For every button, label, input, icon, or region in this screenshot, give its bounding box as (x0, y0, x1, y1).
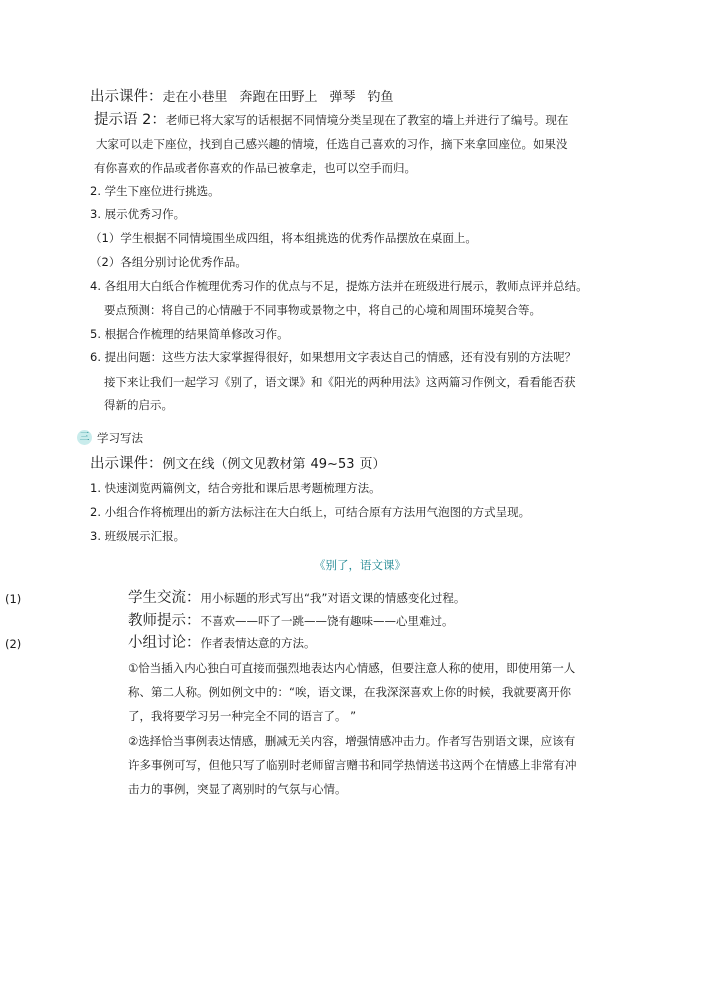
student-exchange-text: 用小标题的形式写出“我”对语文课的情感变化过程。 (200, 591, 466, 605)
item-number: (2) (5, 637, 22, 651)
show-courseware-line (90, 88, 394, 107)
method-text: 称、第二人称。例如例文中的：“唉，语文课，在我深深喜欢上你的时候，我就要离开你 (128, 685, 571, 699)
step-item: 2. 学生下座位进行挑选。 (90, 184, 220, 198)
step-item: （2）各组分别讨论优秀作品。 (90, 255, 247, 269)
teacher-hint-line (128, 612, 454, 630)
step-item: 5. 根据合作梳理的结果简单修改习作。 (90, 327, 289, 341)
hint-text: 老师已将大家写的话根据不同情境分类呈现在了教室的墙上并进行了编号。现在 (165, 113, 569, 127)
group-discussion-label: 小组讨论： (128, 635, 201, 651)
show-item: 弹琴 (329, 90, 356, 105)
step-item: 3. 展示优秀习作。 (90, 207, 186, 221)
show-pages: 49~53 (310, 457, 355, 472)
show-end: 页） (359, 457, 386, 472)
show-courseware-line (90, 455, 386, 474)
key-point-prediction: 要点预测：将自己的心情融于不同事物或景物之中，将自己的心境和周围环境契合等。 (104, 303, 541, 317)
show-item: 走在小巷里 (162, 90, 228, 105)
step-item: 2. 小组合作将梳理出的新方法标注在大白纸上，可结合原有方法用气泡图的方式呈现。 (90, 505, 531, 519)
group-discussion-line (128, 634, 316, 652)
student-exchange-label: 学生交流： (128, 590, 201, 606)
method-text: ①恰当插入内心独白可直接而强烈地表达内心情感，但要注意人称的使用，即使用第一人 (128, 661, 576, 675)
step-item: 4. 各组用大白纸合作梳理优秀习作的优点与不足，提炼方法并在班级进行展示，教师点评并总结。 (90, 279, 588, 293)
student-exchange-line (128, 589, 465, 607)
hint-line (94, 111, 568, 129)
show-item: 奔跑在田野上 (239, 90, 318, 105)
step-item: （1）学生根据不同情境围坐成四组，将本组挑选的优秀作品摆放在桌面上。 (90, 231, 477, 245)
show-courseware-label: 出示课件： (90, 89, 163, 105)
group-discussion-text: 作者表情达意的方法。 (200, 636, 316, 650)
teacher-hint-text: 不喜欢——吓了一跳——饶有趣味——心里难过。 (200, 614, 454, 628)
method-text: 击力的事例，突显了离别时的气氛与心情。 (128, 782, 347, 796)
step-item: 1. 快速浏览两篇例文，结合旁批和课后思考题梳理方法。 (90, 481, 381, 495)
section-title: 学习写法 (97, 431, 143, 445)
essay-title: 《别了，语文课》 (314, 558, 406, 572)
method-text: 了，我将要学习另一种完全不同的语言了。 ” (128, 709, 357, 723)
step-item: 得新的启示。 (104, 398, 173, 412)
show-courseware-label: 出示课件： (90, 456, 163, 472)
hint-label: 提示语 2： (94, 112, 166, 128)
hint-text: 有你喜欢的作品或者你喜欢的作品已被拿走，也可以空手而归。 (94, 161, 416, 175)
step-item: 6. 提出问题：这些方法大家掌握得很好，如果想用文字表达自己的情感，还有没有别的方法呢？ (90, 350, 577, 364)
step-item: 3. 班级展示汇报。 (90, 529, 186, 543)
hint-text: 大家可以走下座位，找到自己感兴趣的情境，任选自己喜欢的习作，摘下来拿回座位。如果没 (96, 137, 568, 151)
teacher-hint-label: 教师提示： (128, 613, 201, 629)
show-item: 钓鱼 (367, 90, 394, 105)
method-text: ②选择恰当事例表达情感，删减无关内容，增强情感冲击力。作者写告别语文课，应该有 (128, 734, 576, 748)
item-number: (1) (5, 592, 22, 606)
section-number-badge: 三 (77, 430, 92, 445)
show-text: 例文在线（例文见教材第 (162, 457, 306, 472)
method-text: 许多事例可写，但他只写了临别时老师留言赠书和同学热情送书这两个在情感上非常有冲 (128, 758, 577, 772)
step-item: 接下来让我们一起学习《别了，语文课》和《阳光的两种用法》这两篇习作例文，看看能否获 (104, 375, 576, 389)
